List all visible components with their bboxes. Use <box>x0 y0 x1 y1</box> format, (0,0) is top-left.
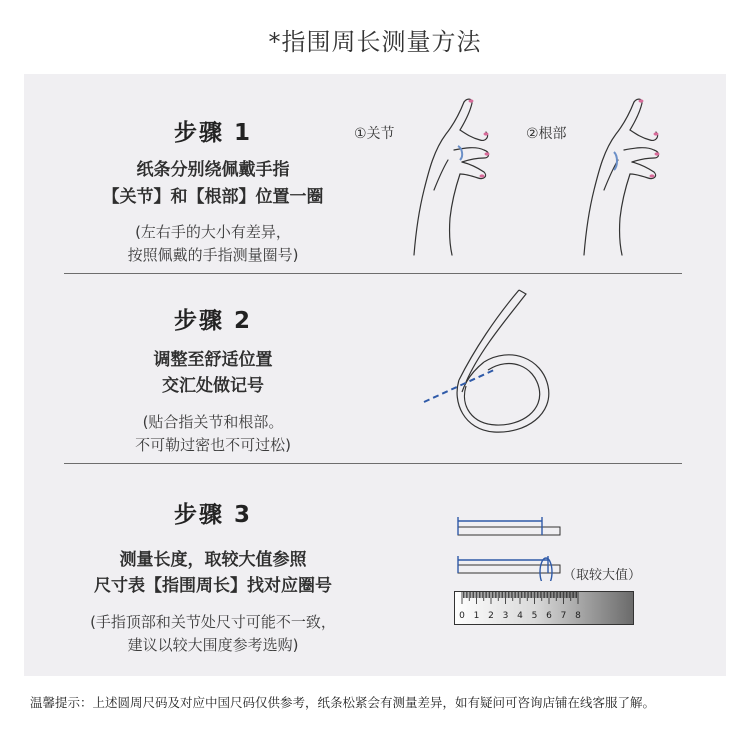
ruler-number: 2 <box>488 611 494 621</box>
ruler-number: 5 <box>531 611 538 621</box>
hand-base-illustration <box>564 90 684 260</box>
hand-label-base: ②根部 <box>526 126 567 142</box>
step-1-note <box>48 221 378 267</box>
step-1-line-2: 【关节】和【根部】位置一圈 <box>102 187 324 207</box>
paper-strip-loop-illustration <box>414 282 564 442</box>
step-2 <box>48 302 378 457</box>
step-2-instructions <box>48 347 378 399</box>
step-2-line-1: 调整至舒适位置 <box>153 350 273 370</box>
step-2-title: 步骤 2 <box>173 308 252 334</box>
ruler-number: 3 <box>502 611 509 621</box>
step-3-title: 步骤 3 <box>173 502 252 528</box>
strip-measure-illustration <box>450 506 570 581</box>
larger-value-label: （取较大值） <box>563 568 642 583</box>
ruler-border <box>455 592 634 625</box>
step-2-line-2: 交汇处做记号 <box>162 376 264 396</box>
ruler-scale <box>454 591 634 625</box>
step-2-note <box>48 411 378 457</box>
ruler-number: 0 <box>459 611 465 621</box>
step-2-note-1: (贴合指关节和根部。 <box>142 413 284 431</box>
step-1-instructions <box>48 157 378 211</box>
ruler-number: 4 <box>517 611 523 621</box>
step-3-instructions <box>48 547 378 599</box>
footer-notice: 温馨提示：上述圆周尺码及对应中国尺码仅供参考，纸条松紧会有测量差异，如有疑问可咨询店铺在线客服了解。 <box>30 695 656 710</box>
step-3-note-2: 建议以较大围度参考选购) <box>127 636 299 654</box>
step-3-note <box>48 611 378 657</box>
step-1-line-1: 纸条分别绕佩戴手指 <box>136 160 290 180</box>
ruler-number: 7 <box>560 611 567 621</box>
ruler <box>454 591 634 625</box>
divider-1 <box>64 273 682 274</box>
ruler-number: 8 <box>575 611 581 621</box>
ruler-number: 1 <box>473 611 480 621</box>
step-3-line-2: 尺寸表【指围周长】找对应圈号 <box>94 576 332 596</box>
step-1 <box>48 114 378 267</box>
step-3 <box>48 496 378 657</box>
step-1-note-1: (左右手的大小有差异， <box>135 223 291 241</box>
step-3-note-1: (手指顶部和关节处尺寸可能不一致， <box>90 613 336 631</box>
step-1-note-2: 按照佩戴的手指测量圈号) <box>127 246 299 264</box>
divider-2 <box>64 463 682 464</box>
step-3-line-1: 测量长度，取较大值参照 <box>119 550 307 570</box>
step-1-title: 步骤 1 <box>173 120 252 146</box>
hand-label-joint: ①关节 <box>354 126 395 142</box>
instruction-panel <box>24 74 726 676</box>
ruler-number: 6 <box>546 611 552 621</box>
hand-joint-illustration <box>394 90 514 260</box>
step-2-note-2: 不可勒过密也不可过松) <box>135 436 291 454</box>
page-title: *指围周长测量方法 <box>268 28 482 56</box>
